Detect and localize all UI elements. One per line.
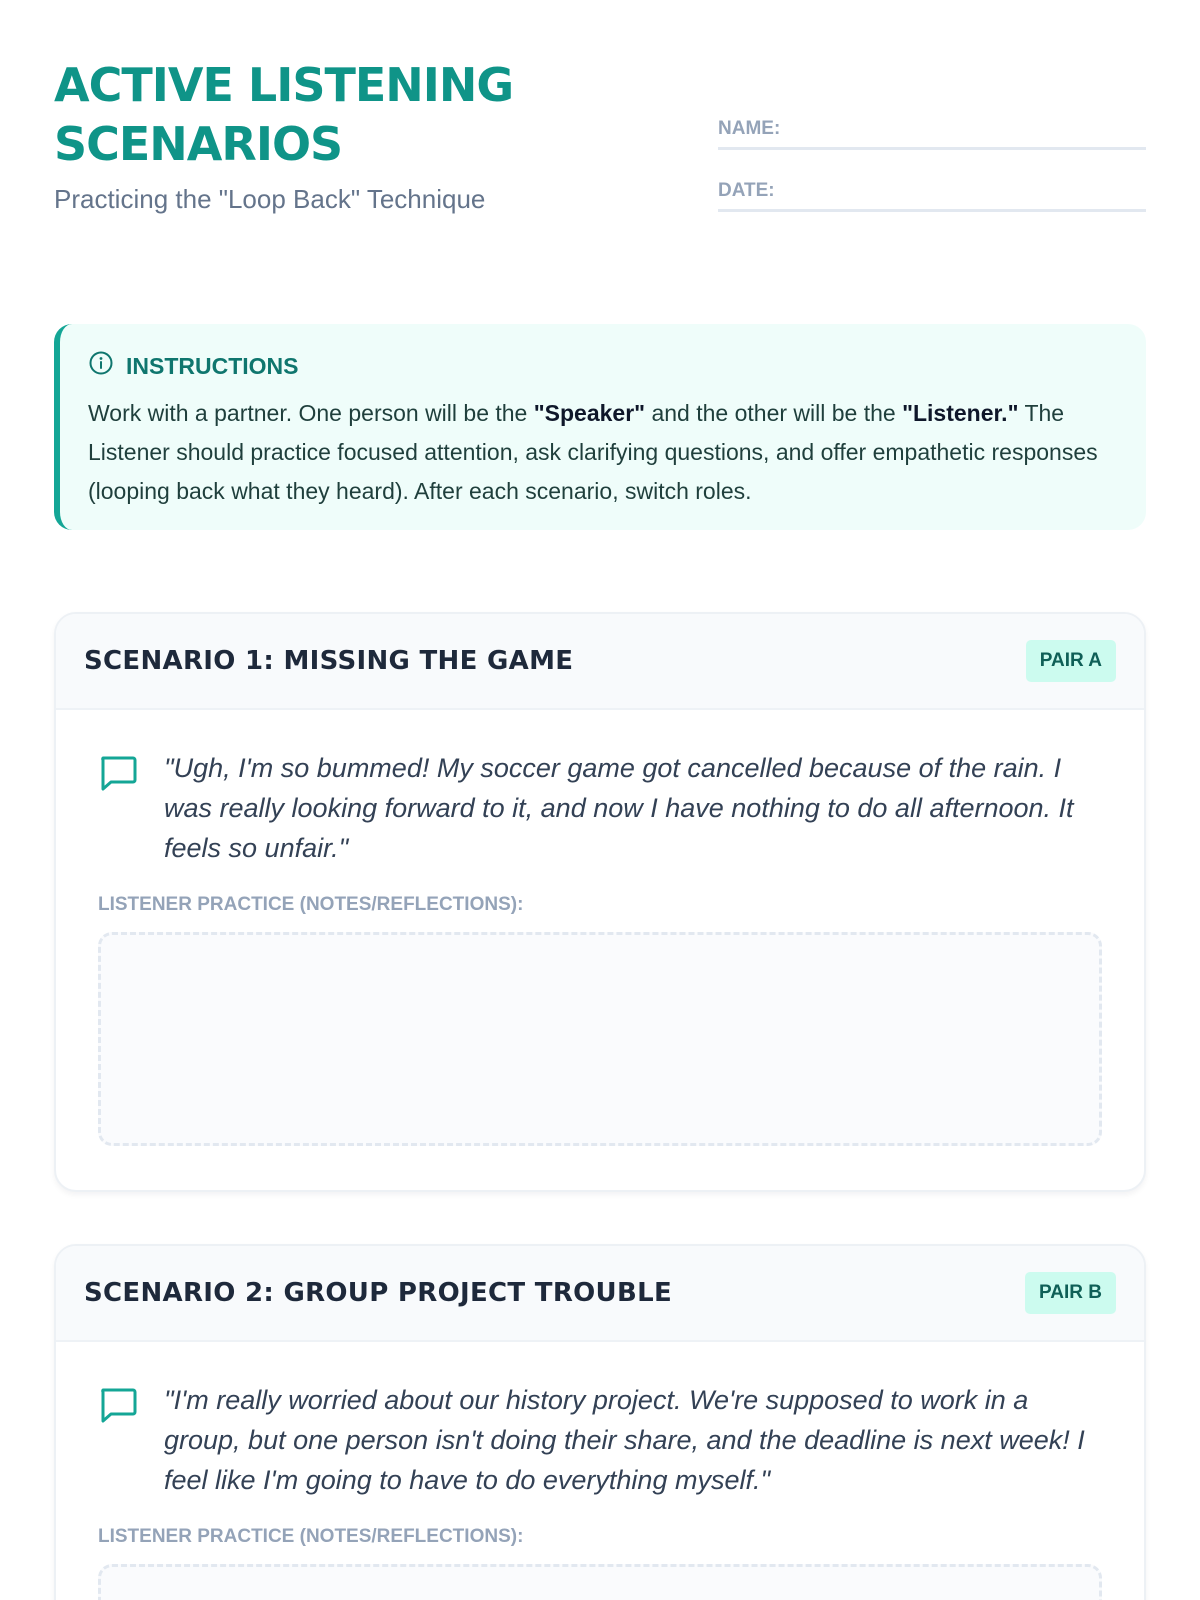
instructions-box xyxy=(54,324,1146,530)
scenario-card-1 xyxy=(54,612,1146,1192)
scenario-1-practice-area[interactable] xyxy=(98,932,1102,1146)
instructions-text-part-2: and the other will be the xyxy=(645,400,903,426)
student-fields xyxy=(718,112,1146,236)
scenario-1-quote-row xyxy=(98,748,1102,868)
scenario-1-pair-badge: PAIR A xyxy=(1026,640,1116,682)
page-subtitle: Practicing the "Loop Back" Technique xyxy=(54,184,486,214)
scenario-1-header xyxy=(56,614,1144,710)
scenario-card-2 xyxy=(54,1244,1146,1600)
scenario-1-quote: "Ugh, I'm so bummed! My soccer game got cancelled because of the rain. I was really looking forward to it, and now I have nothing to do all afternoon. It feels so unfair." xyxy=(164,753,1074,863)
scenario-2-pair-badge: PAIR B xyxy=(1025,1272,1116,1314)
page-title: ACTIVE LISTENING SCENARIOS xyxy=(54,58,514,171)
scenario-1-title: SCENARIO 1: MISSING THE GAME xyxy=(84,646,574,676)
speech-bubble-icon xyxy=(98,1380,140,1500)
date-field[interactable]: DATE: xyxy=(718,174,1146,212)
scenario-2-body xyxy=(56,1342,1144,1600)
scenario-2-quote: "I'm really worried about our history project. We're supposed to work in a group, but one person isn't doing their share, and the deadline is next week! I feel like I'm going to have to do everything myself." xyxy=(164,1385,1085,1495)
worksheet-header xyxy=(54,56,1146,268)
info-circle-icon xyxy=(88,350,114,382)
scenario-2-title: SCENARIO 2: GROUP PROJECT TROUBLE xyxy=(84,1278,673,1308)
title-block xyxy=(54,56,614,215)
name-field[interactable]: NAME: xyxy=(718,112,1146,150)
instructions-text-part-1: Work with a partner. One person will be the xyxy=(88,400,534,426)
instructions-text-part-3: The Listener should practice focused attention, ask clarifying questions, and offer empathetic responses (looping back what they heard). After each scenario, switch roles. xyxy=(88,400,1098,504)
speech-bubble-icon xyxy=(98,748,140,868)
instructions-text xyxy=(88,394,1118,511)
scenario-2-quote-row xyxy=(98,1380,1102,1500)
speaker-role: "Speaker" xyxy=(533,400,646,426)
scenario-2-practice-label: LISTENER PRACTICE (NOTES/REFLECTIONS): xyxy=(98,1526,524,1547)
instructions-heading-row xyxy=(88,350,1118,382)
scenario-2-practice-area[interactable] xyxy=(98,1564,1102,1600)
scenario-1-practice-label: LISTENER PRACTICE (NOTES/REFLECTIONS): xyxy=(98,894,524,915)
listener-role: "Listener." xyxy=(902,400,1019,426)
scenario-1-body xyxy=(56,710,1144,1146)
instructions-heading: INSTRUCTIONS xyxy=(126,352,299,379)
scenario-2-header xyxy=(56,1246,1144,1342)
